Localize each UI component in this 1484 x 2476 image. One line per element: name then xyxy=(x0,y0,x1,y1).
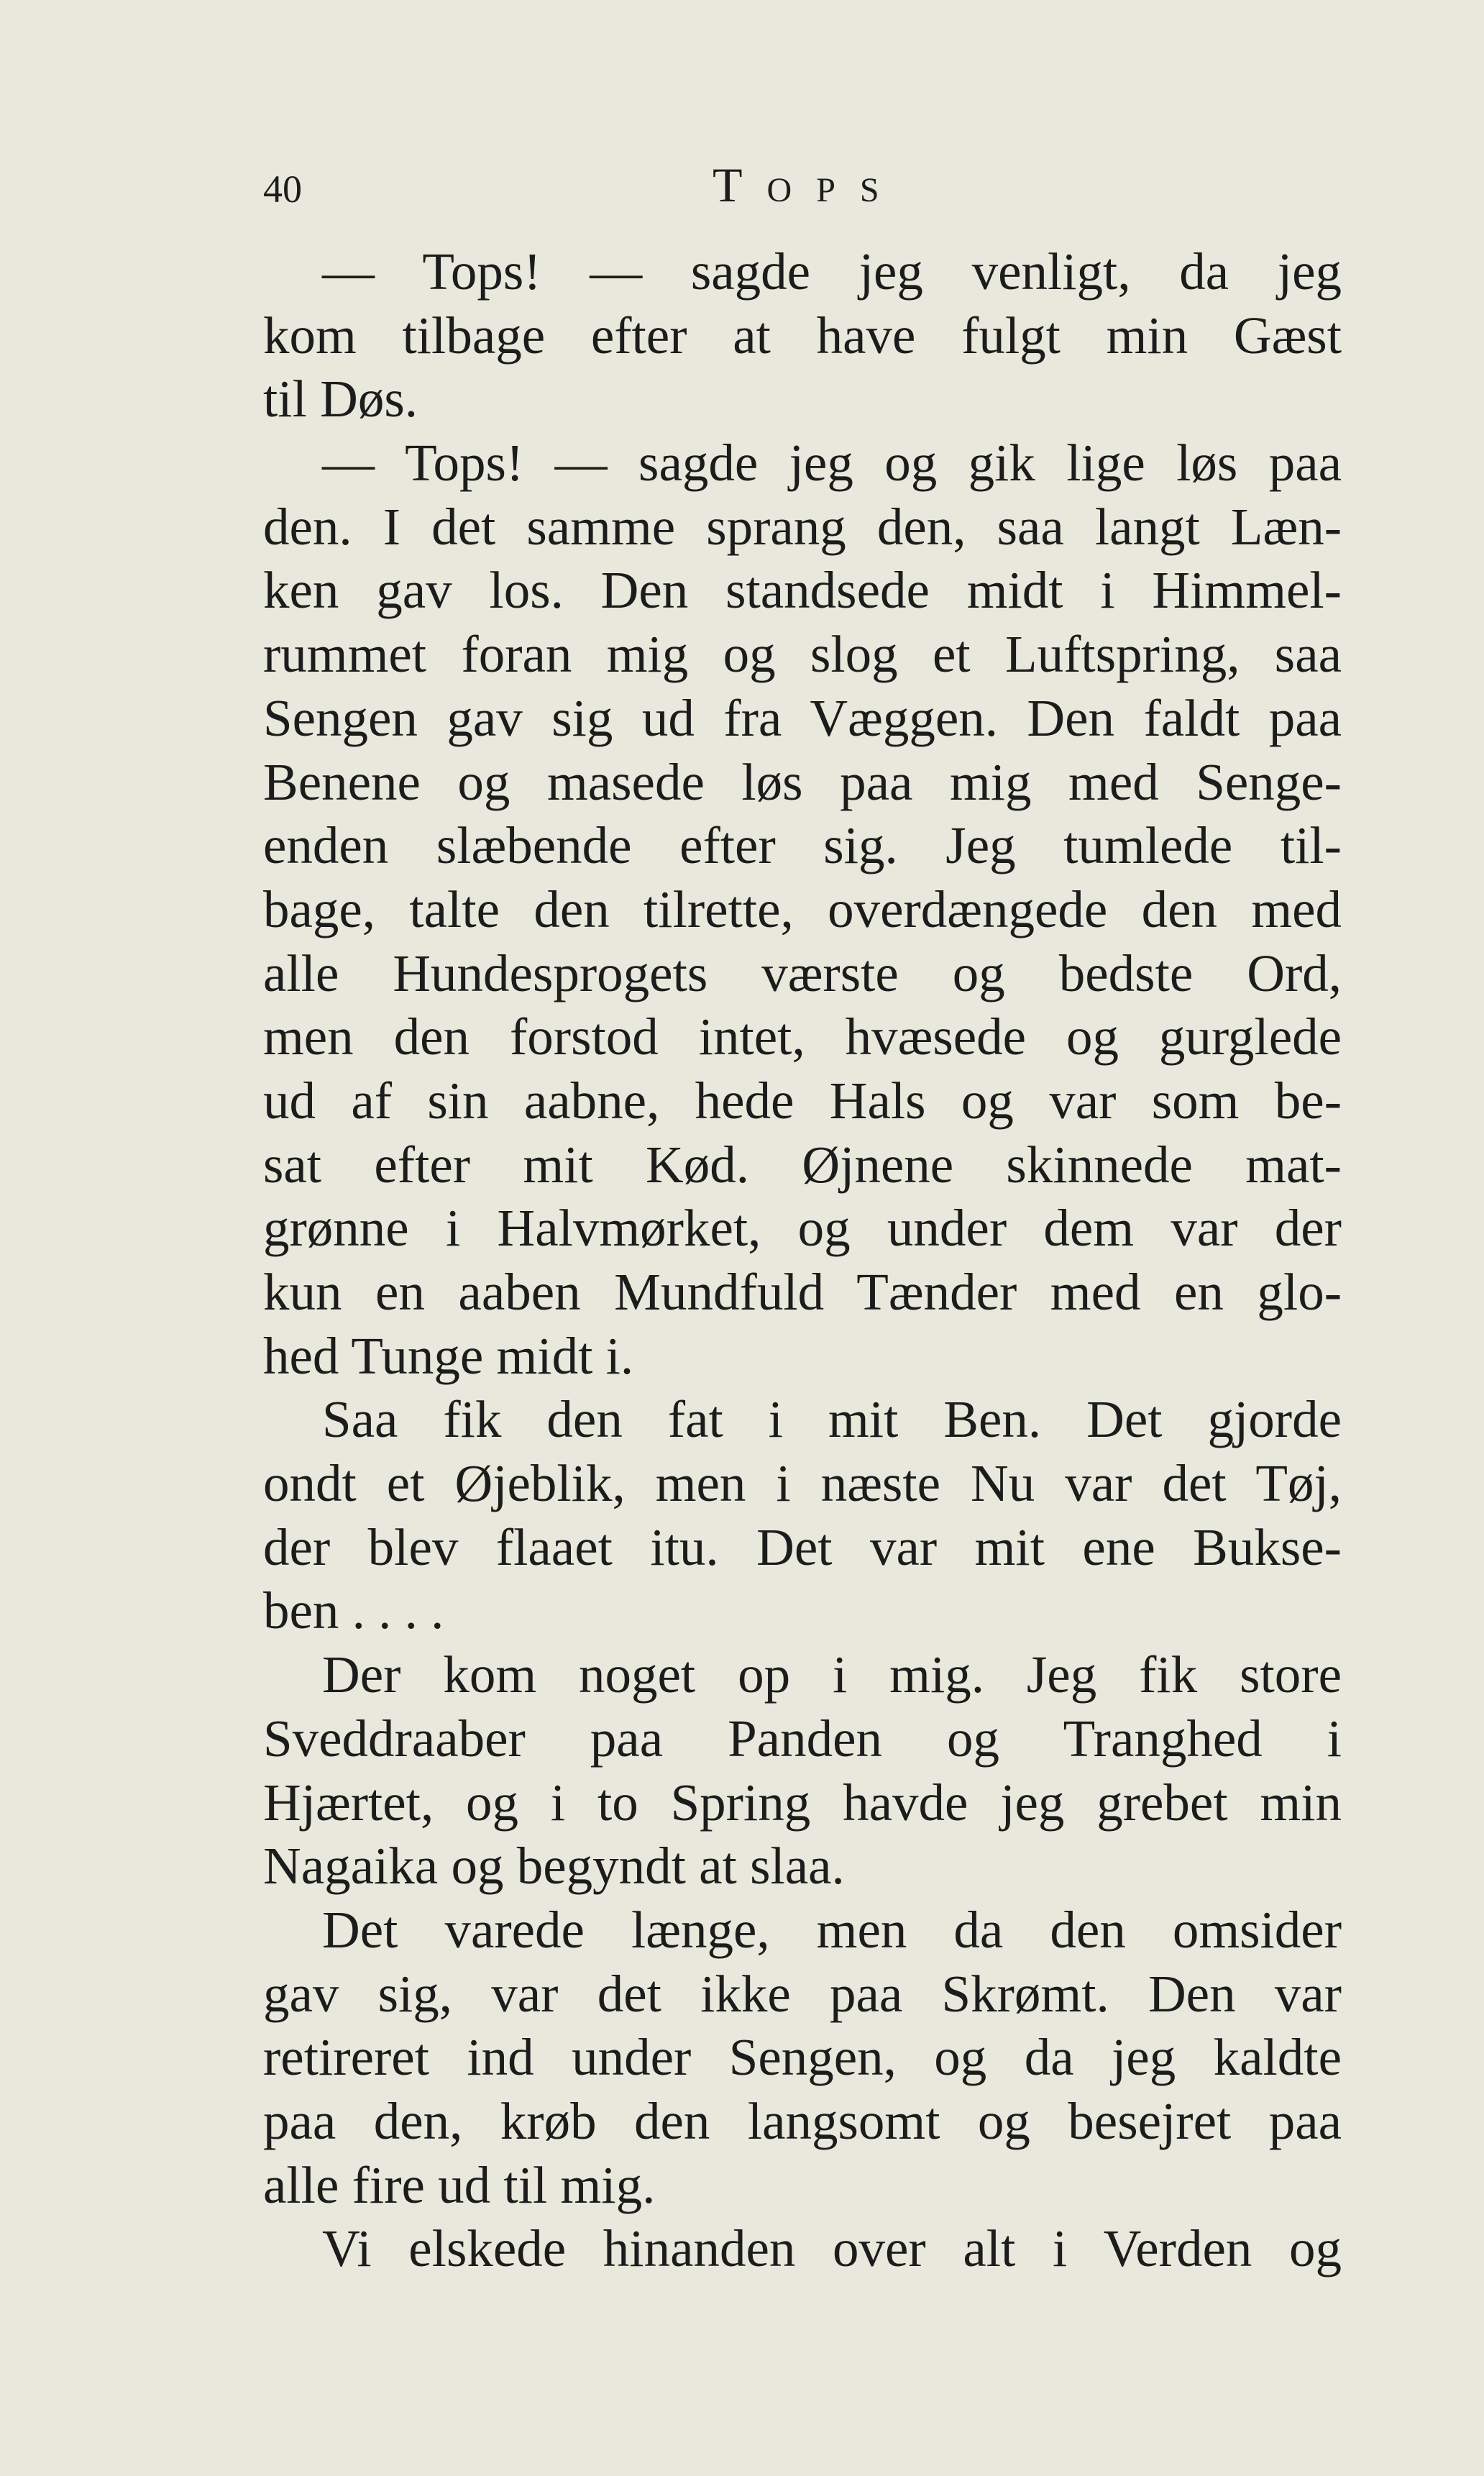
text-line: alle Hundesprogets værste og bedste Ord, xyxy=(263,944,1342,1002)
text-line: ud af sin aabne, hede Hals og var som be- xyxy=(263,1071,1342,1130)
text-line: til Døs. xyxy=(263,370,418,429)
paragraph xyxy=(263,1643,1342,1899)
text-line: ken gav los. Den standsede midt i Himmel- xyxy=(263,561,1342,620)
page-header xyxy=(263,157,1342,221)
text-line: der blev flaaet itu. Det var mit ene Bukse- xyxy=(263,1517,1342,1576)
text-line: ondt et Øjeblik, men i næste Nu var det Tøj, xyxy=(263,1454,1342,1513)
text-line: Hjærtet, og i to Spring havde jeg grebet min xyxy=(263,1773,1342,1832)
text-line: — Tops! — sagde jeg venligt, da jeg xyxy=(322,242,1342,301)
text-line: Der kom noget op i mig. Jeg fik store xyxy=(322,1645,1342,1704)
text-line: Det varede længe, men da den omsider xyxy=(322,1900,1342,1959)
text-line: enden slæbende efter sig. Jeg tumlede til- xyxy=(263,816,1342,875)
paragraph xyxy=(263,431,1342,1388)
paragraph xyxy=(263,2217,1342,2281)
text-line: Vi elskede hinanden over alt i Verden og xyxy=(322,2219,1342,2278)
text-line: grønne i Halvmørket, og under dem var der xyxy=(263,1199,1342,1258)
paragraph xyxy=(263,1388,1342,1643)
text-line: bage, talte den tilrette, overdængede den med xyxy=(263,880,1342,938)
text-line: Sveddraaber paa Panden og Tranghed i xyxy=(263,1709,1342,1768)
text-line: paa den, krøb den langsomt og besejret paa xyxy=(263,2091,1342,2150)
paragraph xyxy=(263,1899,1342,2217)
text-line: gav sig, var det ikke paa Skrømt. Den var xyxy=(263,1964,1342,2023)
text-line: Saa fik den fat i mit Ben. Det gjorde xyxy=(322,1390,1342,1449)
page-number: 40 xyxy=(263,168,302,211)
text-line: kun en aaben Mundfuld Tænder med en glo- xyxy=(263,1263,1342,1321)
text-line: ben . . . . xyxy=(263,1581,444,1640)
text-line: Nagaika og begyndt at slaa. xyxy=(263,1837,845,1896)
running-title: Tops xyxy=(713,157,904,212)
text-line: hed Tunge midt i. xyxy=(263,1326,634,1385)
body-text xyxy=(263,240,1342,2281)
text-line: kom tilbage efter at have fulgt min Gæst xyxy=(263,306,1342,365)
text-line: sat efter mit Kød. Øjnene skinnede mat- xyxy=(263,1135,1342,1194)
paragraph xyxy=(263,240,1342,431)
text-line: rummet foran mig og slog et Luftspring, saa xyxy=(263,625,1342,684)
text-line: — Tops! — sagde jeg og gik lige løs paa xyxy=(322,434,1342,493)
text-line: Benene og masede løs paa mig med Senge- xyxy=(263,752,1342,811)
text-line: retireret ind under Sengen, og da jeg kaldte xyxy=(263,2028,1342,2087)
text-line: den. I det samme sprang den, saa langt Læn- xyxy=(263,497,1342,556)
text-line: men den forstod intet, hvæsede og gurglede xyxy=(263,1008,1342,1066)
text-line: Sengen gav sig ud fra Væggen. Den faldt paa xyxy=(263,688,1342,747)
text-line: alle fire ud til mig. xyxy=(263,2155,656,2214)
